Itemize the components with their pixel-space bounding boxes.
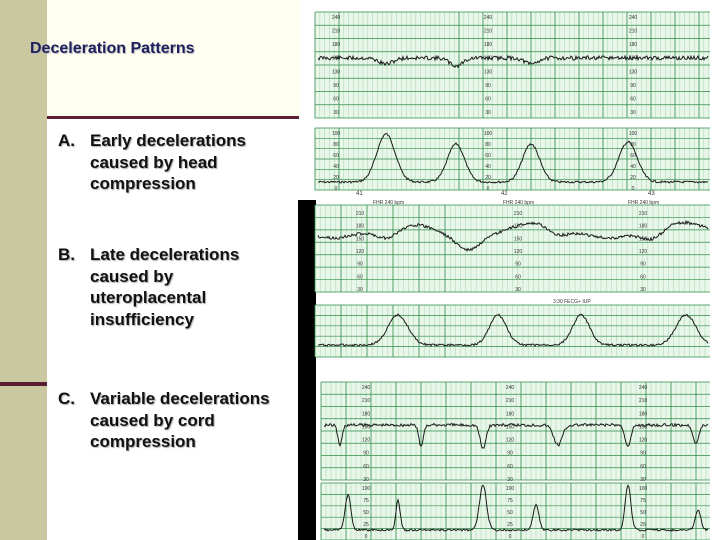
tick-label: 120 <box>638 249 648 255</box>
tick-label: 30 <box>333 110 339 116</box>
uc-header: 3:30 FECG+ IUP <box>553 299 591 305</box>
tick-label: 30 <box>515 287 521 293</box>
tick-label: 120 <box>513 249 523 255</box>
tick-label: 150 <box>638 424 648 431</box>
tick-label: 100 <box>505 486 515 492</box>
tick-label: 60 <box>640 463 646 470</box>
tick-label: 0 <box>364 534 368 540</box>
tick-label: 40 <box>333 164 339 170</box>
tick-label: 60 <box>630 96 636 103</box>
tick-label: 160 <box>628 55 638 62</box>
tick-label: 180 <box>331 42 341 49</box>
scale-label: FHR 240 bpm <box>373 200 405 206</box>
tick-label: 40 <box>630 164 636 170</box>
tick-label: 30 <box>640 477 646 483</box>
tick-label: 210 <box>361 398 371 405</box>
tick-label: 30 <box>485 110 491 116</box>
tick-label: 150 <box>505 424 515 431</box>
tick-label: 0 <box>641 534 645 540</box>
tick-label: 150 <box>513 236 523 243</box>
tick-label: 180 <box>638 411 648 418</box>
tick-label: 75 <box>363 498 369 504</box>
tick-label: 30 <box>640 287 646 293</box>
item-variable-decelerations <box>58 388 296 453</box>
tick-label: 210 <box>355 211 365 217</box>
late-deceleration-strip <box>315 200 710 357</box>
tick-label: 180 <box>361 411 371 418</box>
tick-label: 0 <box>334 186 338 192</box>
tick-label: 20 <box>485 175 491 181</box>
page-number: 42 <box>501 191 508 197</box>
tick-label: 75 <box>507 498 513 504</box>
tick-label: 240 <box>628 15 638 21</box>
tick-label: 0 <box>486 186 490 192</box>
tick-label: 130 <box>331 69 341 76</box>
tick-label: 60 <box>333 153 339 159</box>
item-line: compression <box>90 174 196 193</box>
tick-label: 240 <box>505 385 515 391</box>
item-line: caused by <box>90 266 174 286</box>
tick-label: 90 <box>507 450 513 457</box>
tick-label: 180 <box>505 411 515 418</box>
tick-label: 210 <box>638 211 648 217</box>
tick-label: 100 <box>483 131 493 137</box>
tick-label: 90 <box>363 450 369 457</box>
tick-label: 50 <box>363 510 369 516</box>
tick-label: 90 <box>515 261 521 268</box>
tick-label: 90 <box>640 450 646 457</box>
tick-label: 30 <box>630 110 636 116</box>
tick-label: 25 <box>363 522 369 528</box>
tick-label: 100 <box>638 486 648 492</box>
tick-label: 120 <box>638 437 648 444</box>
tick-label: 60 <box>485 96 491 103</box>
tick-label: 30 <box>507 477 513 483</box>
item-line: compression <box>90 432 196 451</box>
tick-label: 160 <box>331 55 341 62</box>
variable-deceleration-strip <box>321 382 710 540</box>
tick-label: 180 <box>513 223 523 230</box>
tick-label: 80 <box>333 142 339 148</box>
item-letter: A. <box>58 131 75 150</box>
tick-label: 100 <box>361 486 371 492</box>
tick-label: 90 <box>357 261 363 268</box>
tick-label: 150 <box>361 424 371 431</box>
tick-label: 50 <box>507 510 513 516</box>
tick-label: 100 <box>331 131 341 137</box>
tick-label: 120 <box>505 437 515 444</box>
item-late-decelerations <box>58 244 296 330</box>
tick-label: 60 <box>507 463 513 470</box>
item-line: Early decelerations <box>90 131 246 150</box>
item-text <box>90 244 290 330</box>
item-line: caused by head <box>90 152 218 172</box>
tick-label: 180 <box>638 223 648 230</box>
tick-label: 25 <box>507 522 513 528</box>
tick-label: 80 <box>485 142 491 148</box>
fetal-monitor-strips <box>298 0 720 540</box>
tick-label: 90 <box>630 82 636 89</box>
tick-label: 180 <box>355 223 365 230</box>
tick-label: 75 <box>640 498 646 504</box>
tick-label: 90 <box>640 261 646 268</box>
tick-label: 210 <box>628 28 638 35</box>
item-line: uteroplacental <box>90 288 207 307</box>
tick-label: 40 <box>485 164 491 170</box>
tick-label: 0 <box>631 186 635 192</box>
slide-title: Deceleration Patterns <box>30 40 195 57</box>
tick-label: 30 <box>357 287 363 293</box>
item-text <box>90 388 290 453</box>
item-letter: B. <box>58 245 75 264</box>
tick-label: 20 <box>333 175 339 181</box>
tick-label: 130 <box>628 69 638 76</box>
black-margin <box>298 200 316 540</box>
tick-label: 160 <box>483 55 493 62</box>
tick-label: 80 <box>630 142 636 148</box>
tick-label: 240 <box>638 385 648 391</box>
item-line: insufficiency <box>90 309 194 329</box>
tick-label: 0 <box>508 534 512 540</box>
tick-label: 60 <box>333 96 339 103</box>
left-accent-bar <box>0 0 47 540</box>
tick-label: 180 <box>628 42 638 49</box>
title-band <box>47 0 300 118</box>
tick-label: 60 <box>630 153 636 159</box>
tick-label: 240 <box>483 15 493 21</box>
tick-label: 60 <box>357 274 363 281</box>
bottom-rule <box>0 382 47 386</box>
tick-label: 180 <box>483 42 493 49</box>
tick-label: 150 <box>638 236 648 243</box>
ua-paper <box>321 483 710 540</box>
tick-label: 130 <box>483 69 493 76</box>
item-text <box>90 130 290 195</box>
tick-label: 60 <box>363 463 369 470</box>
tick-label: 60 <box>515 274 521 281</box>
item-letter: C. <box>58 389 75 408</box>
tick-label: 210 <box>331 28 341 35</box>
tick-label: 240 <box>331 15 341 21</box>
tick-label: 150 <box>355 236 365 243</box>
tick-label: 60 <box>485 153 491 159</box>
tick-label: 240 <box>361 385 371 391</box>
tick-label: 50 <box>640 510 646 516</box>
tick-label: 210 <box>505 398 515 405</box>
tick-label: 30 <box>363 477 369 483</box>
title-rule <box>47 116 299 119</box>
scale-label: FHR 240 bpm <box>628 200 660 206</box>
tick-label: 210 <box>513 211 523 217</box>
tick-label: 120 <box>361 437 371 444</box>
tick-label: 210 <box>638 398 648 405</box>
tick-label: 120 <box>355 249 365 255</box>
item-line: Variable decelerations <box>90 389 270 408</box>
tick-label: 20 <box>630 175 636 181</box>
page-number: 41 <box>356 191 363 197</box>
tick-label: 100 <box>628 131 638 137</box>
tick-label: 90 <box>333 82 339 89</box>
scale-label: FHR 240 bpm <box>503 200 535 206</box>
tick-label: 210 <box>483 28 493 35</box>
early-deceleration-strip <box>315 12 710 197</box>
tick-label: 25 <box>640 522 646 528</box>
item-early-decelerations <box>58 130 296 195</box>
page-number: 43 <box>648 191 655 197</box>
tick-label: 60 <box>640 274 646 281</box>
tick-label: 90 <box>485 82 491 89</box>
item-line: Late decelerations <box>90 245 240 264</box>
item-line: caused by cord <box>90 410 215 430</box>
